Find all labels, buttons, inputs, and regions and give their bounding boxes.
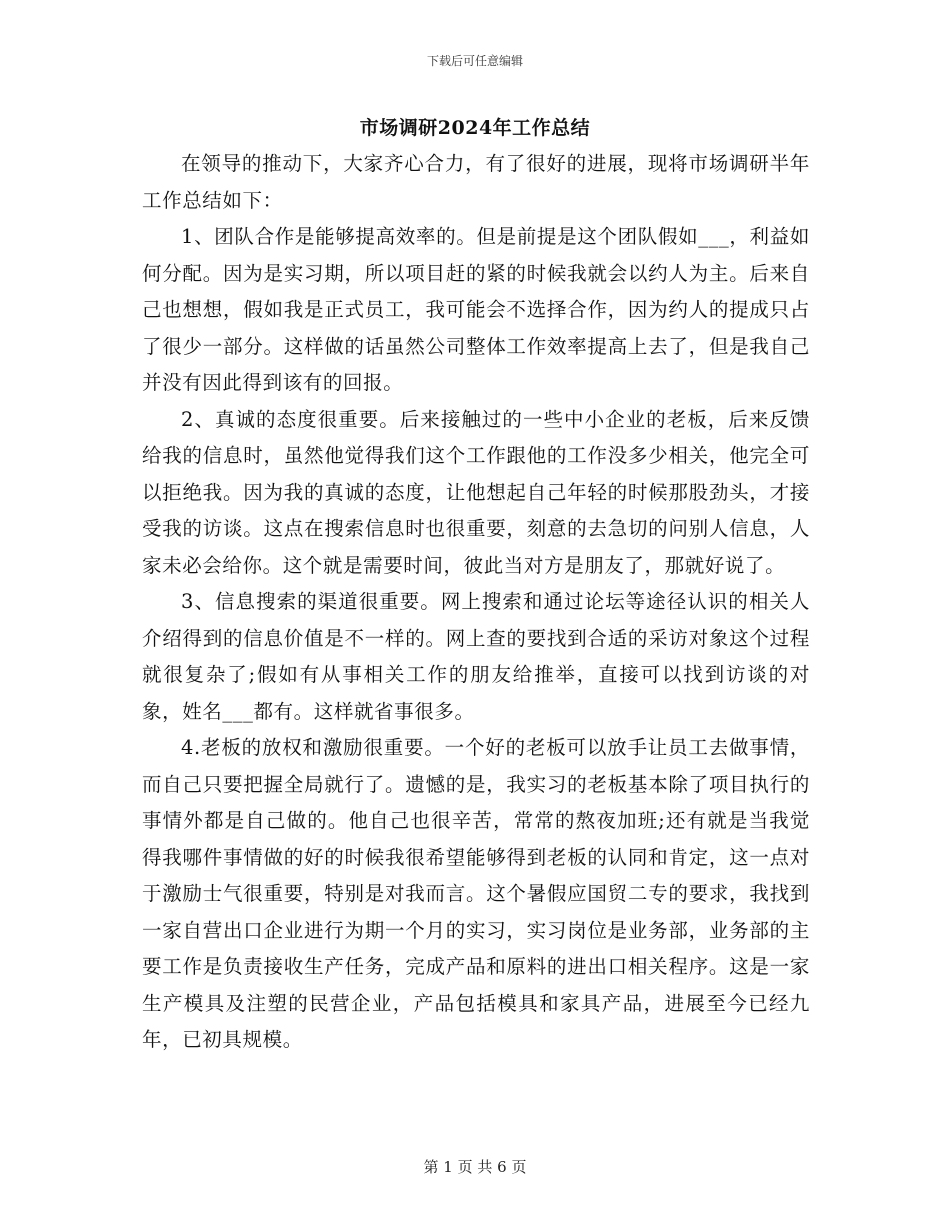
paragraph-intro: 在领导的推动下，大家齐心合力，有了很好的进展，现将市场调研半年工作总结如下： <box>142 152 810 212</box>
paragraph-management: 4.老板的放权和激励很重要。一个好的老板可以放手让员工去做事情，而自己只要把握全局就行了。遗憾的是，我实习的老板基本除了项目执行的事情外都是自己做的。他自己也很辛苦，常常的熬夜加班;还有就是当我觉得我哪件事情做的好的时候我很希望能够得到老板的认同和肯定，这一点对于激励士气很重要，特别是对我而言。这个暑假应国贸二专的要求，我找到一家自营出口企业进行为期一个月的实习，实习岗位是业务部，业务部的主要工作是负责接收生产任务，完成产品和原料的进出口相关程序。这是一家生产模具及注塑的民营企业，产品包括模具和家具产品，进展至今已经九年，已初具规模。 <box>142 736 810 1051</box>
page-number-footer: 第 1 页 共 6 页 <box>423 1158 527 1176</box>
paragraph-sincerity: 2、真诚的态度很重要。后来接触过的一些中小企业的老板，后来反馈给我的信息时，虽然他觉得我们这个工作跟他的工作没多少相关，他完全可以拒绝我。因为我的真诚的态度，让他想起自己年轻的时候那股劲头，才接受我的访谈。这点在搜索信息时也很重要，刻意的去急切的问别人信息，人家未必会给你。这个就是需要时间，彼此当对方是朋友了，那就好说了。 <box>142 407 810 577</box>
document-body <box>142 146 810 1059</box>
paragraph-teamwork: 1、团队合作是能够提高效率的。但是前提是这个团队假如___，利益如何分配。因为是实习期，所以项目赶的紧的时候我就会以约人为主。后来自己也想想，假如我是正式员工，我可能会不选择合作，因为约人的提成只占了很少一部分。这样做的话虽然公司整体工作效率提高上去了，但是我自己并没有因此得到该有的回报。 <box>142 225 810 394</box>
header-note: 下载后可任意编辑 <box>426 54 523 68</box>
document-title: 市场调研2024年工作总结 <box>359 117 591 139</box>
paragraph-channels: 3、信息搜索的渠道很重要。网上搜索和通过论坛等途径认识的相关人介绍得到的信息价值是不一样的。网上查的要找到合适的采访对象这个过程就很复杂了;假如有从事相关工作的朋友给推举，直接可以找到访谈的对象，姓名___都有。这样就省事很多。 <box>142 590 810 723</box>
